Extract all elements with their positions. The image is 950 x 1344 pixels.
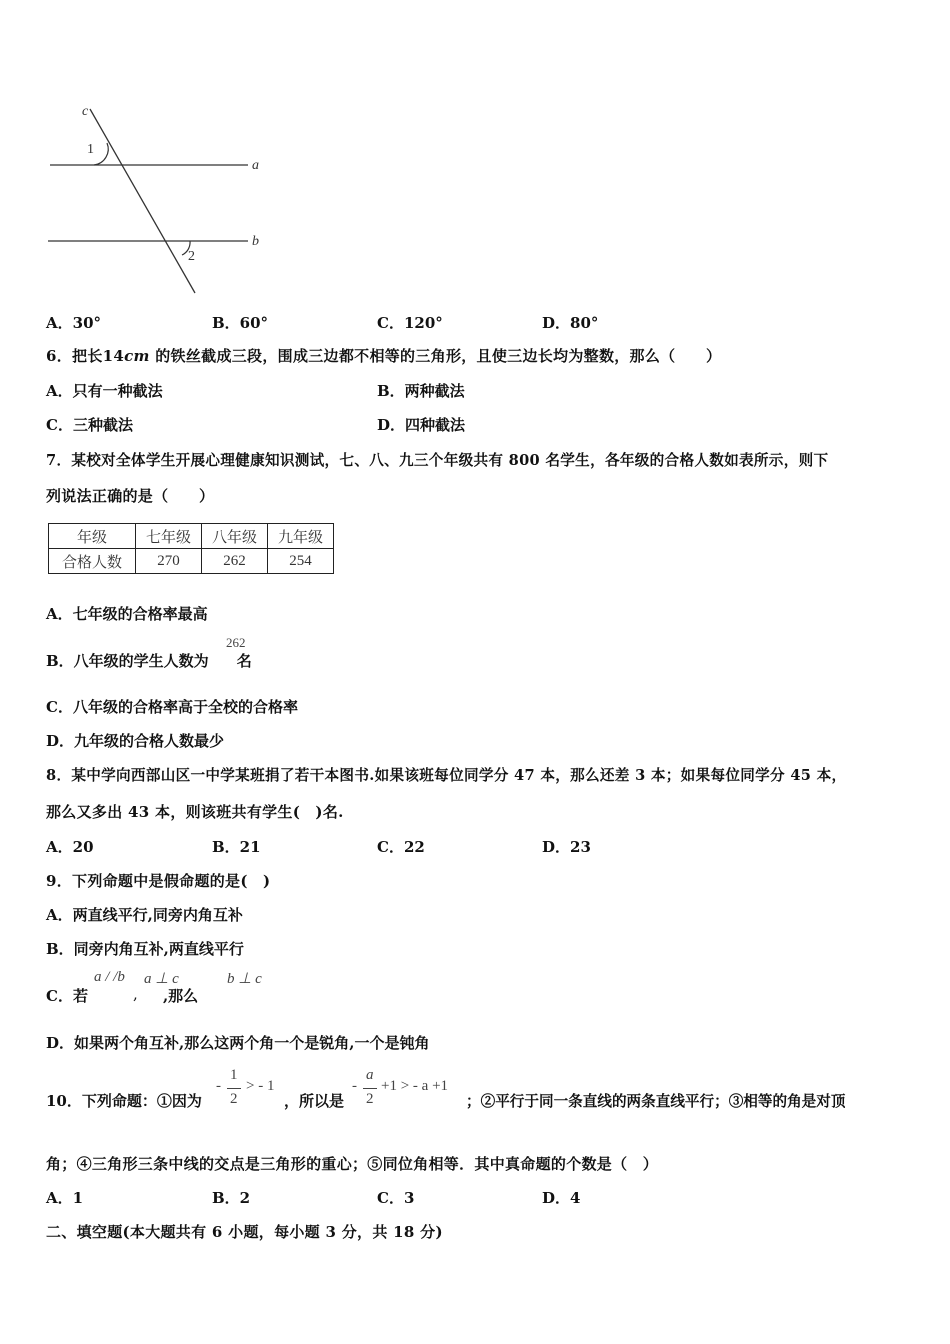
q10-option-d: D．4 [542, 1189, 581, 1207]
q9-option-b: B．同旁内角互补,两直线平行 [46, 940, 244, 958]
q7-stem-line1: 7．某校对全体学生开展心理健康知识测试，七、八、九三个年级共有 800 名学生，各年级的合格人数如表所示，则下 [46, 452, 829, 469]
q8-stem-line2: 那么又多出 43 本，则该班共有学生( )名. [46, 803, 344, 821]
table-cell: 262 [202, 549, 268, 574]
q5-option-a: A．30° [46, 314, 102, 332]
q8-option-d: D．23 [542, 838, 591, 856]
q7-option-d: D．九年级的合格人数最少 [46, 732, 225, 750]
q9-stem: 9．下列命题中是假命题的是( ) [46, 872, 271, 890]
q10-math1-den: 2 [230, 1091, 238, 1107]
q7-stem-line2: 列说法正确的是（ ） [46, 487, 215, 505]
q10-option-a: A．1 [46, 1189, 84, 1207]
q10-math1-rest: > - 1 [246, 1078, 275, 1094]
q8-stem-line1: 8．某中学向西部山区一中学某班捐了若干本图书.如果该班每位同学分 47 本，那么还差 3 本；如果每位同学分 45 本， [46, 767, 847, 784]
q10-math1-num: 1 [230, 1067, 238, 1083]
q10-math2-den: 2 [366, 1091, 374, 1107]
q6-option-c: C．三种截法 [46, 416, 133, 434]
table-header-row [49, 524, 334, 549]
label-a: a [252, 158, 259, 173]
grades-table [48, 523, 334, 574]
table-cell: 270 [136, 549, 202, 574]
q6-option-b: B．两种截法 [377, 382, 465, 400]
q10-math2-rest: +1 > - a +1 [381, 1078, 449, 1094]
q10-option-b: B．2 [212, 1189, 251, 1207]
q6-stem: 6．把长14cm 的铁丝截成三段，围成三边都不相等的三角形，且使三边长均为整数，那么（ ） [46, 347, 722, 365]
q5-option-d: D．80° [542, 314, 599, 332]
section-2-heading: 二、填空题(本大题共有 6 小题，每小题 3 分，共 18 分) [46, 1223, 443, 1241]
q9-option-d: D．如果两个角互补,那么这两个角一个是锐角,一个是钝角 [46, 1034, 430, 1052]
label-angle-2: 2 [188, 249, 195, 264]
q8-option-b: B．21 [212, 838, 261, 856]
q7-option-b-value: 262 [226, 635, 246, 650]
q7-option-a: A．七年级的合格率最高 [46, 605, 208, 623]
parallel-lines-figure [40, 95, 330, 305]
table-cell: 七年级 [136, 524, 202, 549]
q10-stem-post: ；②平行于同一条直线的两条直线平行；③相等的角是对顶 [466, 1093, 846, 1110]
q8-option-c: C．22 [377, 838, 425, 856]
table-cell: 254 [268, 549, 334, 574]
q10-math2-num: a [366, 1067, 374, 1083]
q9-option-c: C．若 ,那么 [46, 987, 199, 1005]
table-cell: 九年级 [268, 524, 334, 549]
q10-math1-sign: - [216, 1078, 221, 1094]
table-cell: 合格人数 [49, 549, 136, 574]
q7-option-c: C．八年级的合格率高于全校的合格率 [46, 698, 298, 716]
table-row [49, 549, 334, 574]
table-cell: 年级 [49, 524, 136, 549]
q8-option-a: A．20 [46, 838, 94, 856]
q9-math-parallel: a / /b [94, 969, 125, 985]
q9-math-perp-bc: b ⊥ c [227, 971, 262, 987]
label-angle-1: 1 [87, 142, 94, 157]
q6-option-d: D．四种截法 [377, 416, 466, 434]
table-cell: 八年级 [202, 524, 268, 549]
q9-option-a: A．两直线平行,同旁内角互补 [46, 906, 243, 924]
q10-math2-frac-bar [363, 1088, 377, 1089]
q6-option-a: A．只有一种截法 [46, 382, 163, 400]
q7-option-b: B．八年级的学生人数为 名 [46, 652, 252, 670]
q5-option-b: B．60° [212, 314, 269, 332]
q10-stem-line2: 角；④三角形三条中线的交点是三角形的重心；⑤同位角相等．其中真命题的个数是（ ） [46, 1155, 659, 1173]
label-c: c [82, 104, 89, 119]
q9-math-perp-ac: a ⊥ c [144, 971, 179, 987]
q10-math1-frac-bar [227, 1088, 241, 1089]
q10-math2-sign: - [352, 1078, 357, 1094]
q5-option-c: C．120° [377, 314, 443, 332]
q10-stem-mid: ，所以是 [284, 1092, 345, 1110]
q10-option-c: C．3 [377, 1189, 415, 1207]
angle-1-arc [94, 143, 108, 165]
line-c [90, 109, 195, 293]
label-b: b [252, 234, 259, 249]
q10-stem-pre: 10．下列命题：①因为 [46, 1092, 202, 1110]
